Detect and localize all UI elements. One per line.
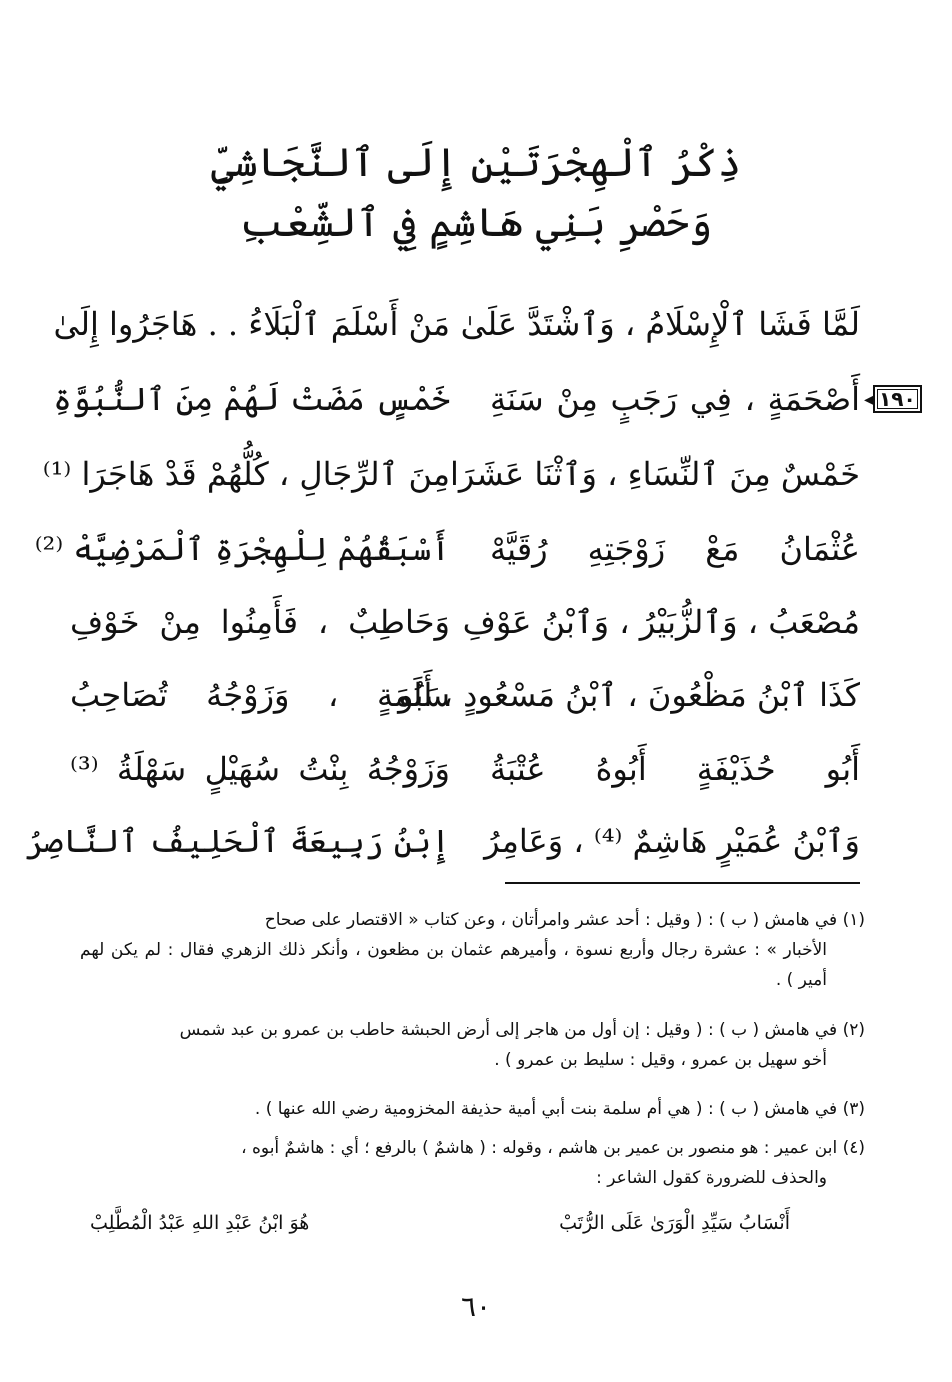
verse-3-second-hemistich: مِنَ ٱلرِّجَالِ ، كُلُّهُمْ قَدْ هَاجَرَا ⁽¹⁾ — [42, 455, 450, 493]
footnote-2 — [80, 1015, 865, 1075]
footnote-1 — [80, 905, 865, 995]
verse-8-first-hemistich: وَٱبْنُ عُمَيْرٍ هَاشِمٌ ⁽⁴⁾ ، وَعَامِرُ — [484, 822, 860, 860]
verse-3-first-hemistich: خَمْسٌ مِنَ ٱلنِّسَاءِ ، وَٱثْنَا عَشَرَا — [450, 455, 860, 493]
verse-1 — [53, 305, 860, 365]
verse-2-first-hemistich: أَصْحَمَةٍ ، فِي رَجَبٍ مِنْ سَنَةِ — [490, 380, 860, 418]
footnote-4-first-line: (٤) ابن عمير : هو منصور بن عمير بن هاشم ، وقوله : ( هاشمٌ ) بالرفع ؛ أي : هاشمٌ أبوه ، — [241, 1138, 865, 1158]
margin-page-marker — [862, 384, 922, 414]
verse-6 — [70, 676, 860, 736]
footnote-poetry-verse — [90, 1212, 790, 1246]
footnote-3 — [80, 1094, 865, 1124]
verse-8 — [25, 822, 860, 882]
verse-7-second-hemistich: وَزَوْجُهُ بِنْتُ سُهَيْلٍ سَهْلَةُ ⁽³⁾ — [70, 750, 450, 788]
verse-2-second-hemistich: خَمْسٍ مَضَتْ لَهُمْ مِنَ ٱلنُّبُوَّةِ — [53, 380, 450, 418]
verse-2 — [53, 380, 860, 440]
verse-4 — [34, 530, 860, 590]
verse-7 — [70, 750, 860, 810]
margin-page-number: ١٩٠ — [873, 385, 922, 413]
verse-4-first-hemistich: عُثْمَانُ مَعْ زَوْجَتِهِ رُقَيَّهْ — [490, 530, 860, 568]
verse-5-first-hemistich: مُصْعَبُ ، وَٱلزُّبَيْرُ ، وَٱبْنُ عَوْفِ — [462, 603, 860, 641]
verse-1-second-hemistich: مَنْ أَسْلَمَ ٱلْبَلَاءُ . . هَاجَرُوا إِلَىٰ — [53, 305, 450, 343]
footnote-3-first-line: (٣) في هامش ( ب ) : ( هي أم سلمة بنت أبي أمية حذيفة المخزومية رضي الله عنها ) . — [254, 1099, 865, 1119]
arrow-left-icon: ◂ — [864, 388, 874, 410]
footnote-4 — [80, 1133, 865, 1193]
footnote-2-continuation: أخو سهيل بن عمرو ، وقيل : سليط بن عمرو ) . — [494, 1050, 827, 1070]
verse-4-second-hemistich: أَسْبَقُهُمْ لِلْهِجْرَةِ ٱلْمَرْضِيَّهْ ⁽²⁾ — [34, 530, 450, 568]
verse-8-second-hemistich: إِبْنُ رَبِيعَةَ ٱلْحَلِيفُ ٱلنَّاصِرُ — [25, 822, 450, 860]
verse-3 — [42, 455, 860, 515]
verse-7-first-hemistich: أَبُو حُذَيْفَةٍ أَبُوهُ عُتْبَةُ — [490, 750, 860, 788]
chapter-title-line-2: وَحَصْرِ بَنِي هَاشِمٍ فِي ٱلشِّعْبِ — [239, 200, 713, 246]
footnote-2-first-line: (٢) في هامش ( ب ) : ( وقيل : إن أول من هاجر إلى أرض الحبشة حاطب بن عمرو بن عبد شمس — [179, 1020, 865, 1040]
footnote-1-continuation: الأخبار » : عشرة رجال وأربع نسوة ، وأميرهم عثمان بن مظعون ، وأنكر ذلك الزهري فقال : لم يكن لهم أمير ) . — [80, 940, 827, 990]
footnote-separator — [505, 882, 860, 884]
page-number: ٦٠ — [460, 1290, 492, 1323]
verse-1-first-hemistich: لَمَّا فَشَا ٱلْإِسْلَامُ ، وَٱشْتَدَّ عَلَىٰ — [460, 305, 860, 343]
chapter-title-line-1: ذِكْرُ ٱلْهِجْرَتَيْنِ إِلَى ٱلنَّجَاشِيِّ — [210, 140, 742, 186]
verse-6-second-hemistich: سَلَمَةٍ ، وَزَوْجُهُ تُصَاحِبُ — [70, 676, 450, 714]
verse-6-first-hemistich: كَذَا ٱبْنُ مَظْعُونَ ، ٱبْنُ مَسْعُودٍ ، أَبُو — [398, 676, 860, 714]
footnote-4-continuation: والحذف للضرورة كقول الشاعر : — [596, 1168, 827, 1188]
footnote-verse-second-hemistich: هُوَ ابْنُ عَبْدِ اللهِ عَبْدُ الْمُطَّلِبْ — [90, 1212, 310, 1234]
footnote-verse-first-hemistich: أَنْسَابُ سَيِّدِ الْوَرَىٰ عَلَى الرُّتَبْ — [559, 1212, 790, 1234]
verse-5-second-hemistich: وَحَاطِبٌ ، فَأَمِنُوا مِنْ خَوْفِ — [70, 603, 450, 641]
footnote-1-first-line: (١) في هامش ( ب ) : ( وقيل : أحد عشر وامرأتان ، وعن كتاب « الاقتصار على صحاح — [264, 910, 865, 930]
verse-5 — [70, 603, 860, 663]
